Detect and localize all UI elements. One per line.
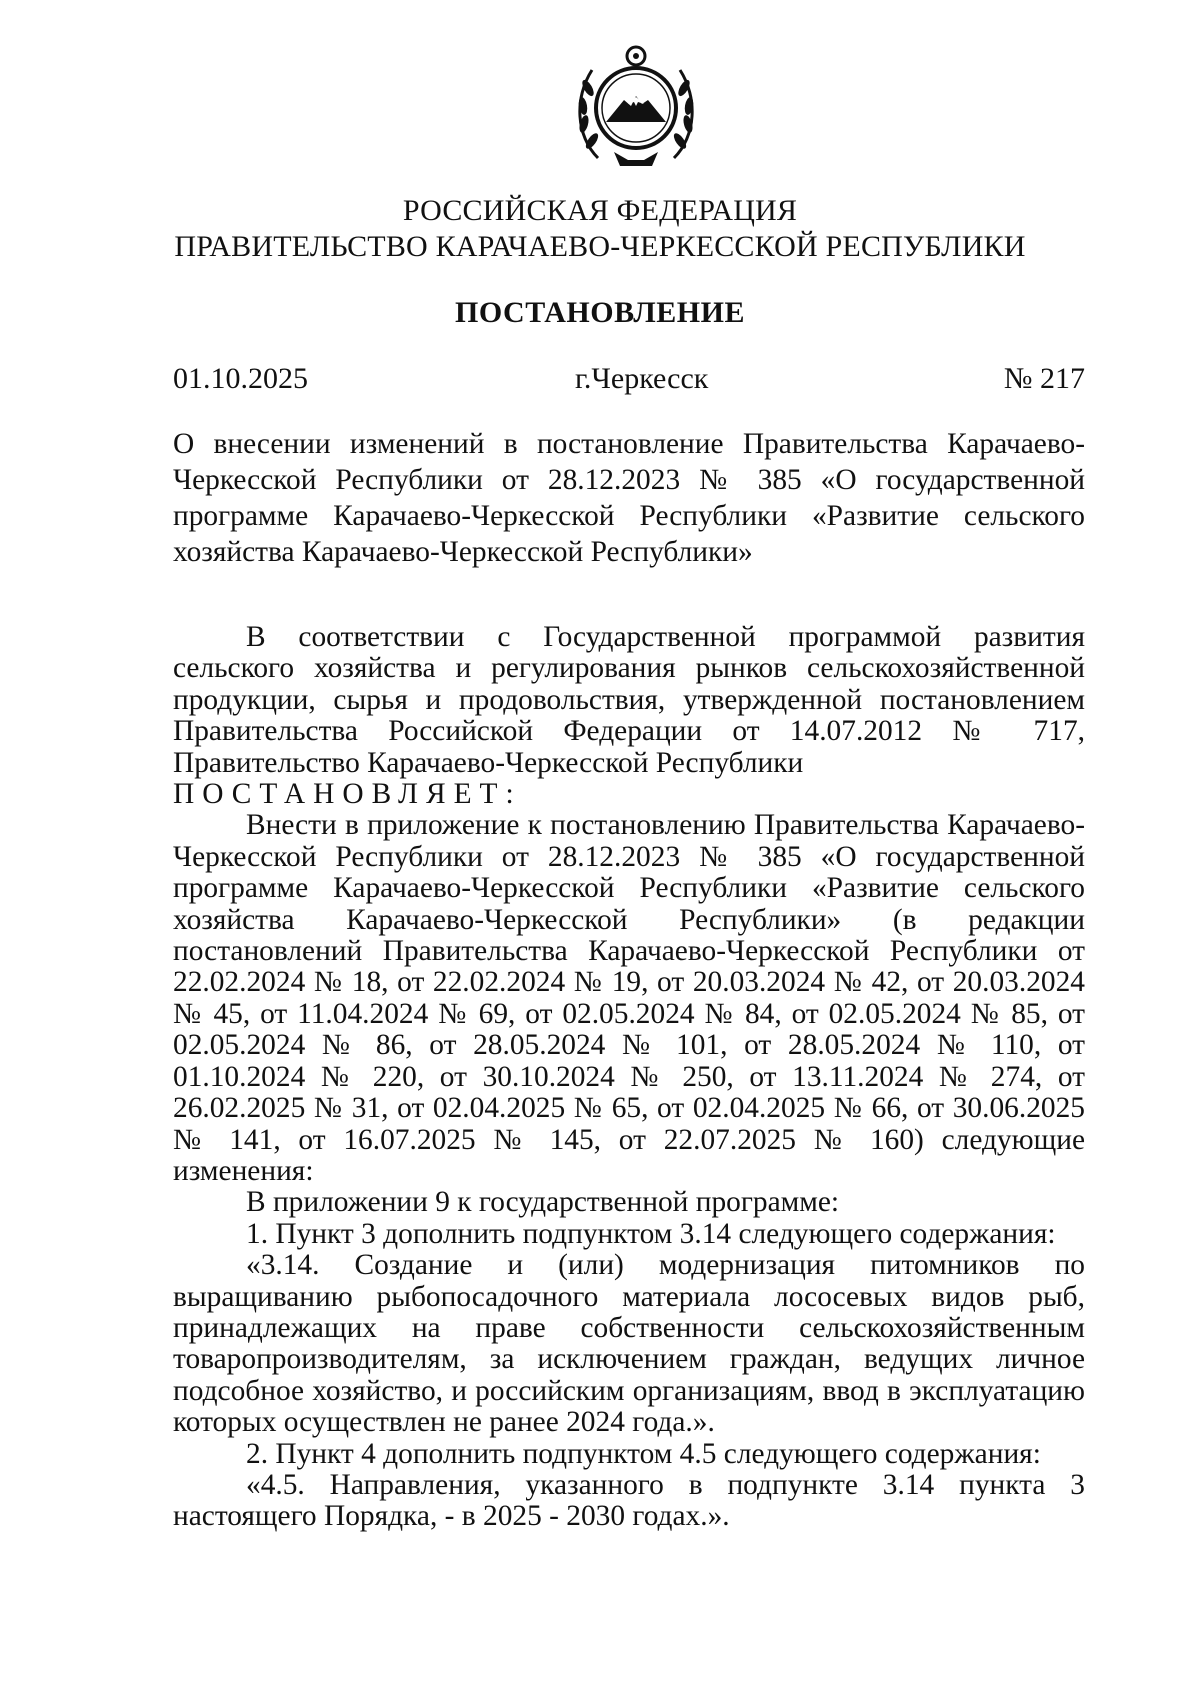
document-subject: О внесении изменений в постановление Правительства Карачаево-Черкесской Республики от 28.12.2023 № 385 «О государственной программе Карачаево-Черкесской Республики «Развитие сельского хозяйства Карачаево-Черкесской Республики»: [173, 428, 1085, 568]
coat-of-arms-icon: [568, 40, 704, 176]
document-number: № 217: [1003, 362, 1085, 395]
document-body: [173, 622, 1085, 1533]
body-paragraph: «3.14. Создание и (или) модернизация питомников по выращиванию рыбопосадочного материала лососевых видов рыб, принадлежащих на праве собственности сельскохозяйственным товаропроизводителям, за исключением граждан, ведущих личное подсобное хозяйство, и российским организациям, ввод в эксплуатацию которых осуществлен не ранее 2024 года.».: [173, 1249, 1085, 1439]
document-type-title: ПОСТАНОВЛЕНИЕ: [455, 296, 745, 329]
preamble-paragraph: В соответствии с Государственной программой развития сельского хозяйства и регулирования рынков сельскохозяйственной продукции, сырья и продовольствия, утвержденной постановлением Правительства Российской Федерации от 14.07.2012 № 717, Правительство Карачаево-Черкесской Республики: [173, 621, 1085, 779]
document-city: г.Черкесск: [575, 362, 709, 395]
document-date: 01.10.2025: [173, 362, 308, 395]
body-paragraph: Внести в приложение к постановлению Правительства Карачаево-Черкесской Республики от 28.12.2023 № 385 «О государственной программе Карачаево-Черкесской Республики «Развитие сельского хозяйства Карачаево-Черкесской Республики» (в редакции постановлений Правительства Карачаево-Черкесской Республики от 22.02.2024 № 18, от 22.02.2024 № 19, от 20.03.2024 № 42, от 20.03.2024 № 45, от 11.04.2024 № 69, от 02.05.2024 № 84, от 02.05.2024 № 85, от 02.05.2024 № 86, от 28.05.2024 № 101, от 28.05.2024 № 110, от 01.10.2024 № 220, от 30.10.2024 № 250, от 13.11.2024 № 274, от 26.02.2025 № 31, от 02.04.2025 № 65, от 02.04.2025 № 66, от 30.06.2025 № 141, от 16.07.2025 № 145, от 22.07.2025 № 160) следующие изменения:: [173, 809, 1085, 1187]
country-heading: РОССИЙСКАЯ ФЕДЕРАЦИЯ: [402, 194, 798, 227]
body-paragraph: 1. Пункт 3 дополнить подпунктом 3.14 следующего содержания:: [246, 1217, 1056, 1250]
resolve-heading: ПОСТАНОВЛЯЕТ:: [173, 778, 522, 811]
body-paragraph: «4.5. Направления, указанного в подпункте 3.14 пункта 3 настоящего Порядка, - в 2025 - 2030 годах.».: [173, 1468, 1085, 1533]
government-heading: ПРАВИТЕЛЬСТВО КАРАЧАЕВО-ЧЕРКЕССКОЙ РЕСПУБЛИКИ: [174, 230, 1026, 263]
body-paragraph: В приложении 9 к государственной программе:: [246, 1186, 840, 1219]
body-paragraph: 2. Пункт 4 дополнить подпунктом 4.5 следующего содержания:: [246, 1437, 1041, 1470]
